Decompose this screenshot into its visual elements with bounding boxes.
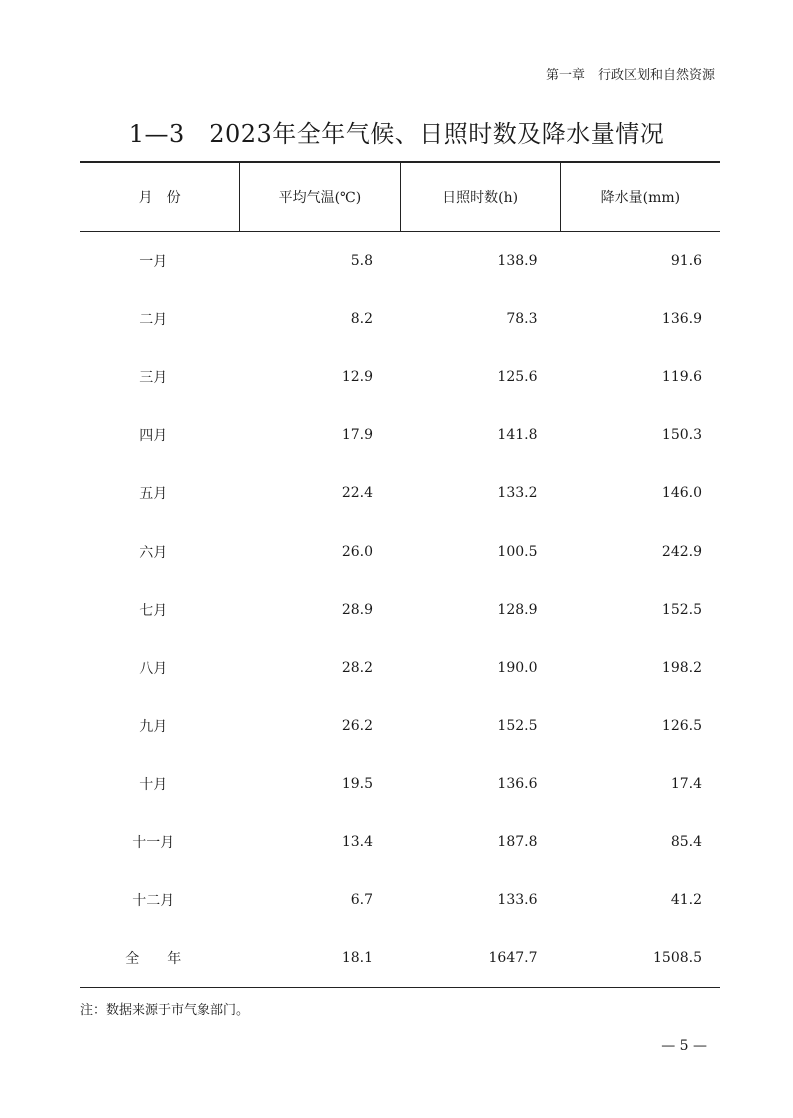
temperature-cell: 6.7 bbox=[350, 892, 373, 909]
temperature-cell: 8.2 bbox=[350, 311, 373, 328]
table-row bbox=[80, 697, 720, 755]
temperature-cell: 19.5 bbox=[341, 775, 373, 792]
source-note: 注：数据来源于市气象部门。 bbox=[80, 1003, 250, 1018]
table-row bbox=[80, 406, 720, 464]
temperature-cell: 28.2 bbox=[341, 659, 373, 676]
table-header bbox=[80, 163, 720, 232]
precipitation-cell: 119.6 bbox=[661, 369, 702, 386]
month-cell: 一月 bbox=[139, 254, 168, 271]
sunshine-cell: 1647.7 bbox=[488, 950, 538, 967]
month-cell: 七月 bbox=[139, 602, 168, 619]
table-row bbox=[80, 755, 720, 813]
table-row bbox=[80, 522, 720, 580]
column-header-month: 月 份 bbox=[138, 190, 181, 206]
temperature-cell: 26.2 bbox=[341, 717, 373, 734]
precipitation-cell: 17.4 bbox=[670, 775, 702, 792]
precipitation-cell: 152.5 bbox=[661, 601, 702, 618]
table-row bbox=[80, 348, 720, 406]
sunshine-cell: 187.8 bbox=[497, 833, 538, 850]
temperature-cell: 12.9 bbox=[341, 369, 373, 386]
month-cell: 六月 bbox=[139, 544, 168, 561]
table-row bbox=[80, 871, 720, 929]
sunshine-cell: 136.6 bbox=[497, 775, 538, 792]
precipitation-cell: 126.5 bbox=[661, 717, 702, 734]
sunshine-cell: 141.8 bbox=[497, 427, 538, 444]
table-row bbox=[80, 639, 720, 697]
precipitation-cell: 1508.5 bbox=[653, 950, 702, 967]
table-row bbox=[80, 232, 720, 290]
temperature-cell: 13.4 bbox=[341, 833, 373, 850]
month-cell: 八月 bbox=[139, 660, 168, 677]
running-head: 第一章 行政区划和自然资源 bbox=[545, 68, 715, 83]
table-title: 1—3 2023年全年气候、日照时数及降水量情况 bbox=[128, 120, 665, 148]
sunshine-cell: 138.9 bbox=[497, 253, 538, 270]
sunshine-cell: 133.2 bbox=[497, 485, 538, 502]
month-cell: 二月 bbox=[139, 312, 168, 329]
sunshine-cell: 190.0 bbox=[497, 659, 538, 676]
sunshine-cell: 133.6 bbox=[497, 892, 538, 909]
sunshine-cell: 125.6 bbox=[497, 369, 538, 386]
month-cell: 四月 bbox=[139, 428, 168, 445]
temperature-cell: 17.9 bbox=[341, 427, 373, 444]
precipitation-cell: 136.9 bbox=[661, 311, 702, 328]
temperature-cell: 5.8 bbox=[350, 253, 373, 270]
precipitation-cell: 150.3 bbox=[661, 427, 702, 444]
temperature-cell: 22.4 bbox=[341, 485, 373, 502]
month-cell: 全 年 bbox=[125, 951, 182, 968]
column-header-precipitation: 降水量(mm) bbox=[560, 163, 720, 231]
sunshine-cell: 100.5 bbox=[497, 543, 538, 560]
precipitation-cell: 91.6 bbox=[670, 253, 702, 270]
precipitation-cell: 198.2 bbox=[661, 659, 702, 676]
precipitation-cell: 146.0 bbox=[661, 485, 702, 502]
temperature-cell: 18.1 bbox=[341, 950, 373, 967]
climate-table bbox=[80, 161, 720, 988]
month-cell: 三月 bbox=[139, 370, 168, 387]
month-cell: 十月 bbox=[139, 776, 168, 793]
temperature-cell: 26.0 bbox=[341, 543, 373, 560]
month-cell: 十一月 bbox=[132, 834, 175, 851]
table-row bbox=[80, 290, 720, 348]
column-header-temperature: 平均气温(℃) bbox=[239, 163, 399, 231]
sunshine-cell: 152.5 bbox=[497, 717, 538, 734]
table-row bbox=[80, 581, 720, 639]
table-body bbox=[80, 232, 720, 987]
column-header-sunshine: 日照时数(h) bbox=[400, 163, 560, 231]
month-cell: 五月 bbox=[139, 486, 168, 503]
table-row bbox=[80, 813, 720, 871]
precipitation-cell: 242.9 bbox=[661, 543, 702, 560]
table-row bbox=[80, 464, 720, 522]
sunshine-cell: 78.3 bbox=[506, 311, 538, 328]
month-cell: 十二月 bbox=[132, 893, 175, 910]
page-number: — 5 — bbox=[661, 1038, 707, 1054]
precipitation-cell: 85.4 bbox=[670, 833, 702, 850]
temperature-cell: 28.9 bbox=[341, 601, 373, 618]
table-row-annual-total bbox=[80, 929, 720, 987]
sunshine-cell: 128.9 bbox=[497, 601, 538, 618]
month-cell: 九月 bbox=[139, 718, 168, 735]
precipitation-cell: 41.2 bbox=[670, 892, 702, 909]
